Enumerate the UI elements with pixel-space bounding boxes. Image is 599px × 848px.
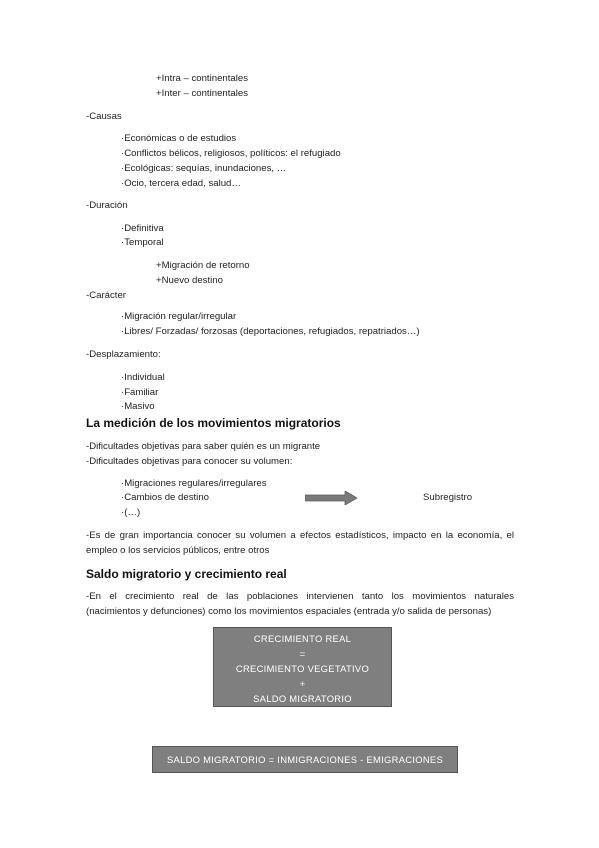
causa-conflictos: ·Conflictos bélicos, religiosos, políticos: el refugiado [121, 148, 341, 159]
item-inter-continentales: +Inter – continentales [156, 88, 249, 99]
box-line-plus: + [299, 678, 306, 689]
duracion-definitiva: ·Definitiva [121, 223, 164, 234]
causa-ecologicas: ·Ecológicas: sequías, inundaciones, … [121, 163, 287, 174]
desplazamiento-individual: ·Individual [121, 372, 165, 383]
crecimiento-line-1: -En el crecimiento real de las poblaciones intervienen tanto los movimientos naturales [86, 591, 514, 602]
section-causas: -Causas [86, 111, 122, 122]
box-line-equals: = [299, 648, 306, 659]
causa-ocio: ·Ocio, tercera edad, salud… [121, 178, 241, 189]
item-intra-continentales: +Intra – continentales [156, 73, 249, 84]
importancia-line-2: empleo o los servicios públicos, entre otros [86, 545, 270, 556]
duracion-temporal: ·Temporal [121, 237, 164, 248]
heading-medicion: La medición de los movimientos migratorios [86, 416, 341, 430]
desplazamiento-familiar: ·Familiar [121, 387, 159, 398]
box-line-crecimiento-real: CRECIMIENTO REAL [253, 633, 352, 644]
volumen-etc: ·(…) [121, 507, 141, 518]
item-nuevo-destino: +Nuevo destino [156, 275, 223, 286]
item-migracion-retorno: +Migración de retorno [156, 260, 250, 271]
section-duracion: -Duración [86, 200, 128, 211]
caracter-regular: ·Migración regular/irregular [121, 311, 237, 322]
saldo-formula: SALDO MIGRATORIO = INMIGRACIONES - EMIGRACIONES [166, 754, 444, 765]
desplazamiento-masivo: ·Masivo [121, 401, 155, 412]
dificultad-volumen: -Dificultades objetivas para conocer su volumen: [86, 456, 293, 467]
importancia-line-1: -Es de gran importancia conocer su volumen a efectos estadísticos, impacto en la economía, el [86, 530, 514, 541]
volumen-migraciones: ·Migraciones regulares/irregulares [121, 478, 267, 489]
box-line-crecimiento-vegetativo: CRECIMIENTO VEGETATIVO [235, 663, 370, 674]
caracter-libres: ·Libres/ Forzadas/ forzosas (deportaciones, refugiados, repatriados…) [121, 326, 420, 337]
crecimiento-real-box [213, 627, 392, 707]
heading-saldo: Saldo migratorio y crecimiento real [86, 567, 287, 581]
saldo-migratorio-box [152, 746, 458, 773]
causa-economicas: ·Económicas o de estudios [121, 133, 237, 144]
box-line-saldo-migratorio: SALDO MIGRATORIO [253, 693, 352, 704]
right-arrow-icon [305, 491, 357, 505]
subregistro-label: Subregistro [423, 492, 473, 503]
crecimiento-line-2: (nacimientos y defunciones) como los movimientos espaciales (entrada y/o salida de personas) [86, 606, 492, 617]
section-caracter: -Carácter [86, 290, 126, 301]
section-desplazamiento: -Desplazamiento: [86, 349, 161, 360]
volumen-cambios: ·Cambios de destino [121, 492, 209, 503]
dificultad-migrante: -Dificultades objetivas para saber quién es un migrante [86, 441, 321, 452]
